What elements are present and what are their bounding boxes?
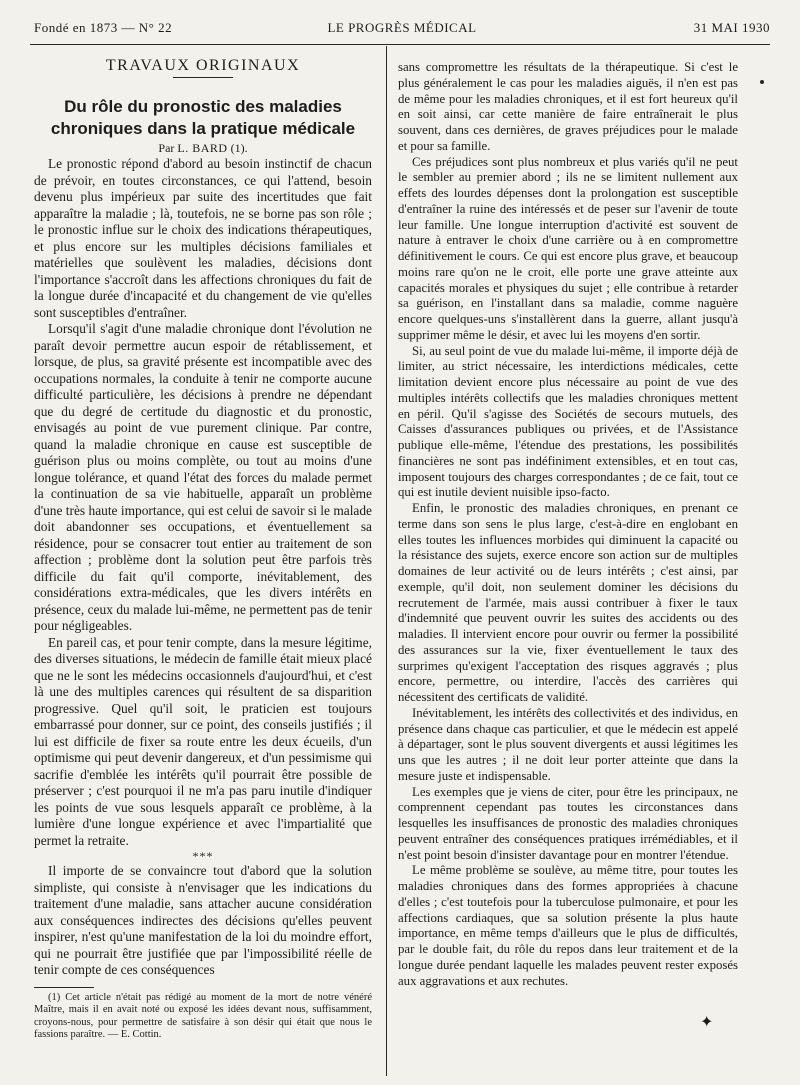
footnote-rule [34,987,94,988]
right-column [398,60,738,989]
paragraph: En pareil cas, et pour tenir compte, dans la mesure légitime, des diverses situations, le médecin de famille était mieux placé que ne le sont les médecins occasionnels d'aujourd'hui, et c'est là une des multiples carences qui résultent de sa disparition progressive. Quel qu'il soit, le praticien est toujours embarrassé pour donner, sur ce point, des conseils justifiés ; il lui est difficile de fixer sa route entre les deux écueils, d'un optimisme qui peut devenir dangereux, et d'un pessimisme qui sacrifie d'emblée les intérêts qu'il pourrait être possible de préserver ; c'est pourquoi il ne m'a pas paru inutile d'indiquer les points de vue sous lesquels apparaît ce problème, à la lumière d'une longue expérience et avec l'impartialité que permet la retraite. [34,634,372,848]
byline [34,140,372,157]
article-title: Du rôle du pronostic des maladies chroniques dans la pratique médicale [50,96,356,138]
paragraph: Le même problème se soulève, au même titre, pour toutes les maladies chroniques dans des formes appropriées à chacune d'elles ; c'est toutefois pour la tuberculose pulmonaire, et pour les affections cardiaques, que sa solution présente la plus haute importance, en même temps d'ailleurs que le plus de difficultés, par le double fait, du rôle du repos dans leur traitement et de la longue durée pendant laquelle les malades peuvent rester exposés aux aggravations et aux rechutes. [398,863,738,988]
header-date: 31 MAI 1930 [693,20,770,35]
paragraph: Les exemples que je viens de citer, pour être les principaux, ne comprennent cependant pas toutes les circonstances dans lesquelles les insuffisances de pronostic des maladies chroniques peuvent entraîner des conséquences pratiques irrémédiables, et il n'est point besoin d'insister davantage pour en montrer l'étendue. [398,784,738,862]
ink-spot [760,80,764,84]
paragraph: Inévitablement, les intérêts des collectivités et des individus, en présence dans chaque cas particulier, et que le médecin est appelé à départager, sont le plus souvent divergents et aussi légitimes les uns que les autres ; il ne doit leur porter atteinte que dans la mesure juste et indispensable. [398,705,738,783]
left-column [34,58,372,1042]
running-header [34,20,770,40]
paragraph: Ces préjudices sont plus nombreux et plus variés qu'il ne peut le sembler au premier abord ; ils ne se limitent nullement aux effets des lourdes dépenses dont la prolongation est susceptible d'entraîner la ruine des intéressés et de peser sur l'avenir de toute leur famille. Une longue interruption d'activité est souvent de nature à entraver le choix d'une carrière ou à en compromettre définitivement le cours. Ce qui est encore plus grave, et beaucoup moins rare qu'on ne le croit, elle porte une grave atteinte aux capacités morales et physiques du sujet ; elle contribue à retarder sa guérison, en l'installant dans sa maladie, comme naguère encore quelques-uns s'installèrent dans la guerre, allant jusqu'à supprimer même le désir, et avec lui les moyens d'en sortir. [398,154,738,342]
column-divider [386,46,387,1076]
paragraph: Il importe de se convaincre tout d'abord que la solution simpliste, qui consiste à n'envisager que les indications du traitement d'une maladie, sans attacher aucune considération aux conséquences indirectes des décisions qu'elles peuvent inspirer, n'est qu'une manifestation de la loi du moindre effort, qui ne pourrait être justifiée que par l'impossibilité réelle de tenir compte de ces conséquences [34,863,372,977]
footnote: (1) Cet article n'était pas rédigé au moment de la mort de notre vénéré Maître, mais il en avait noté ou exposé les idées devant nous, suffisamment, croyons-nous, pour permettre de satisfaire à son désir qui était que nous le fassions paraître. — E. Cottin. [34,991,372,1040]
author-name: L. BARD [177,140,228,155]
end-ornament: ✦ [700,1014,714,1031]
paragraph: Le pronostic répond d'abord au besoin instinctif de chacun de prévoir, en toutes circonstances, ce qui l'attend, besoin devenu plus impérieux par suite des incertitudes que fait apparaître la maladie ; là, toutefois, ne se borne pas son rôle ; le pronostic influe sur le choix des indications thérapeutiques, et plus encore sur les multiples décisions familiales et matérielles que soulèvent les maladies, décisions dont l'importance s'accroît dans les affections chroniques du fait de la longue durée d'incapacité et du changement de vie qu'elles sont susceptibles d'entraîner. [34,156,372,320]
header-issue: Fondé en 1873 — N° 22 [34,20,173,35]
section-rule [173,77,233,78]
footnote-reference: (1). [230,140,248,155]
paragraph: Lorsqu'il s'agit d'une maladie chronique dont l'évolution ne paraît devoir permettre aucun espoir de rétablissement, et lorsque, de plus, sa gravité présente est incompatible avec des occupations normales, la conduite à tenir ne comporte aucune difficulté particulière, les décisions à prendre ne dépendant que du degré de certitude du diagnostic et du pronostic, envisagés au point de vue purement clinique. Par contre, quand la maladie chronique en cause est susceptible de guérison plus ou moins complète, ou tout au moins d'une longue tolérance, et quand l'état des forces du malade permet la continuation de sa vie habituelle, apparaît un problème d'une très haute importance, qui est celui de savoir si le malade doit abandonner ses occupations, et éventuellement sa résidence, pour se consacrer tout entier au traitement de son affection ; problème dont la solution peut être parfois très difficile du fait qu'il comporte, inévitablement, des considérations extra-médicales, que les divers intérêts en présence, ceux du malade lui-même, ne permettent pas de tenir pour négligeables. [34,321,372,633]
header-journal-title: LE PROGRÈS MÉDICAL [327,20,477,35]
header-rule [30,44,770,45]
byline-prefix: Par [158,140,175,155]
paragraph: sans compromettre les résultats de la thérapeutique. Si c'est le plus généralement le cas pour les maladies aiguës, il n'en est pas de même pour les maladies chroniques, et il est fort heureux qu'il en soit ainsi, car cette manière de faire entraînerait le plus souvent, dans ces dernières, de graves préjudices pour le malade et pour sa famille. [398,60,738,153]
paragraph: Si, au seul point de vue du malade lui-même, il importe déjà de limiter, au strict nécessaire, les interdictions médicales, cette limitation devient encore plus nécessaire au point de vue des multiples intérêts collectifs que les maladies chroniques mettent en péril. Qu'il s'agisse des Sociétés de secours mutuels, des Caisses d'assurances publiques ou privées, et de l'Assistance publique elle-même, l'étendue des prestations, les possibilités financières ne sont pas indéfiniment extensibles, et en tout cas, imposent toujours des charges correspondantes ; de ce fait, tout ce qui est inutile devient nuisible ipso-facto. [398,343,738,500]
section-heading: TRAVAUX ORIGINAUX [105,57,301,74]
paragraph: Enfin, le pronostic des maladies chroniques, en prenant ce terme dans son sens le plus large, c'est-à-dire en englobant en elles toutes les influences morbides qui diminuent la capacité ou la résistance des sujets, exerce encore son action sur de multiples domaines de leur activité ou de leurs intérêts ; c'est ainsi, par exemple, qu'il doit, non seulement dominer les décisions du recrutement de l'armée, mais aussi contribuer à fixer le taux d'indemnité que peuvent ouvrir les suites des accidents ou des maladies. Il intervient encore pour ouvrir ou fermer la possibilité des assurances sur la vie, fixer éventuellement le taux des surprimes qu'exigent l'acceptation des risques aggravés ; plus encore, permettre, ou interdire, l'accès des carrières qui nécessitent des certificats de validité. [398,501,738,704]
asterism: *** [192,849,214,863]
